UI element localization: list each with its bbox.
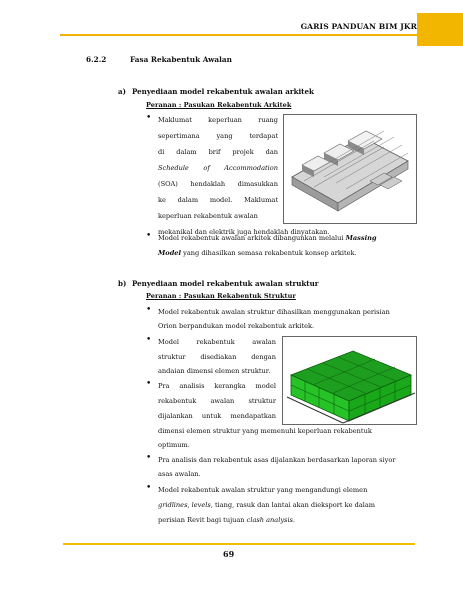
text-run-emphasis: clash analysis. bbox=[246, 516, 296, 524]
section-title bbox=[86, 55, 232, 64]
text-line bbox=[158, 353, 276, 361]
word: dalam bbox=[177, 196, 199, 204]
word: dijalankan bbox=[158, 412, 193, 420]
text-line bbox=[158, 338, 276, 346]
text-run: Model rekabentuk awalan arkitek dibangunkan melalui bbox=[158, 234, 344, 242]
word: yang bbox=[216, 132, 233, 140]
massing-model-illustration bbox=[284, 115, 416, 223]
architect-massing-model-image bbox=[283, 114, 417, 224]
word: untuk bbox=[201, 412, 222, 420]
word: Maklumat bbox=[158, 116, 192, 124]
text-line bbox=[158, 234, 377, 242]
word: sepertimana bbox=[158, 132, 200, 140]
text-line: Model rekabentuk awalan struktur dihasilkan menggunakan perisian bbox=[158, 308, 390, 316]
text-line: Orion berpandukan model rekabentuk arkitek. bbox=[158, 322, 315, 330]
word: kerangka bbox=[214, 382, 246, 390]
text-line: keperluan rekabentuk awalan bbox=[158, 212, 258, 220]
text-run-emphasis: Model bbox=[158, 249, 182, 257]
bullet-icon: • bbox=[146, 483, 152, 493]
bullet-icon: • bbox=[146, 335, 152, 345]
section-number: 6.2.2 bbox=[86, 55, 107, 64]
text-line bbox=[158, 501, 375, 509]
word: ke bbox=[158, 196, 166, 204]
word: Model bbox=[158, 338, 179, 346]
word: dengan bbox=[251, 353, 276, 361]
text-line bbox=[158, 397, 276, 405]
text-line bbox=[158, 412, 276, 420]
word: analisis bbox=[179, 382, 205, 390]
word: dimasukkan bbox=[237, 180, 278, 188]
header-rule bbox=[60, 34, 417, 36]
text-line: Pra analisis dan rekabentuk asas dijalankan berdasarkan laporan siyor bbox=[158, 456, 396, 464]
word: brif bbox=[208, 148, 221, 156]
text-run: yang dihasilkan semasa rekabentuk konsep arkitek. bbox=[183, 249, 357, 257]
subsection-b-letter: b) bbox=[118, 279, 127, 288]
text-line bbox=[158, 516, 295, 524]
subsection-a-letter: a) bbox=[118, 87, 126, 96]
text-run: tiang, rasuk dan lantai akan dieksport ke dalam bbox=[214, 501, 376, 509]
section-name: Fasa Rekabentuk Awalan bbox=[130, 55, 232, 64]
footer-rule bbox=[63, 543, 415, 545]
bullet-icon: • bbox=[146, 305, 152, 315]
text-run-emphasis: gridlines, levels, bbox=[158, 501, 213, 509]
word: awalan bbox=[210, 397, 235, 405]
text-line bbox=[158, 196, 278, 204]
word: struktur bbox=[158, 353, 186, 361]
structural-model-image bbox=[282, 336, 417, 425]
word: terdapat bbox=[249, 132, 278, 140]
word: rekabentuk bbox=[158, 397, 197, 405]
text-line: mekanikal dan elektrik juga hendaklah dinyatakan. bbox=[158, 228, 330, 236]
word: dalam bbox=[176, 148, 197, 156]
word: model. bbox=[209, 196, 233, 204]
word: disediakan bbox=[200, 353, 237, 361]
word: struktur bbox=[248, 397, 276, 405]
bullet-icon: • bbox=[146, 231, 152, 241]
word: (SOA) bbox=[158, 180, 178, 188]
word: Pra bbox=[158, 382, 170, 390]
bullet-icon: • bbox=[146, 453, 152, 463]
word: hendaklah bbox=[190, 180, 226, 188]
bullet-icon: • bbox=[146, 379, 152, 389]
subsection-a-role: Peranan : Pasukan Rekabentuk Arkitek bbox=[146, 101, 292, 109]
text-line: Model rekabentuk awalan struktur yang mengandungi elemen bbox=[158, 486, 368, 494]
structural-frame-illustration bbox=[283, 337, 416, 424]
text-line bbox=[158, 164, 278, 172]
word: Schedule bbox=[158, 164, 189, 172]
word: di bbox=[158, 148, 165, 156]
text-line: andaian dimensi elemen struktur. bbox=[158, 367, 271, 375]
bullet-icon: • bbox=[146, 113, 152, 123]
word: ruang bbox=[258, 116, 278, 124]
header-title: GARIS PANDUAN BIM JKR bbox=[300, 22, 417, 31]
text-line bbox=[158, 132, 278, 140]
word: rekabentuk bbox=[196, 338, 235, 346]
subsection-b-role: Peranan : Pasukan Rekabentuk Struktur bbox=[146, 292, 296, 300]
text-line bbox=[158, 382, 276, 390]
header-accent-block bbox=[417, 13, 463, 46]
subsection-a-title: Penyediaan model rekabentuk awalan arkitek bbox=[132, 87, 314, 96]
text-line bbox=[158, 148, 278, 156]
subsection-b-heading bbox=[118, 279, 319, 288]
text-run-emphasis: Massing bbox=[345, 234, 377, 242]
word: model bbox=[255, 382, 276, 390]
text-line: dimensi elemen struktur yang memenuhi keperluan rekabentuk bbox=[158, 427, 372, 435]
word: of bbox=[203, 164, 210, 172]
word: Accommodation bbox=[224, 164, 278, 172]
word: keperluan bbox=[208, 116, 242, 124]
subsection-a-heading bbox=[118, 87, 314, 96]
text-line bbox=[158, 116, 278, 124]
text-run: perisian Revit bagi tujuan bbox=[158, 516, 245, 524]
text-line bbox=[158, 180, 278, 188]
text-line: asas awalan. bbox=[158, 470, 201, 478]
text-line: optimum. bbox=[158, 441, 190, 449]
word: awalan bbox=[252, 338, 276, 346]
page-number: 69 bbox=[223, 549, 235, 559]
text-line bbox=[158, 249, 357, 257]
word: Maklumat bbox=[244, 196, 278, 204]
word: mendapatkan bbox=[230, 412, 276, 420]
word: dan bbox=[265, 148, 278, 156]
word: projek bbox=[232, 148, 254, 156]
subsection-b-title: Penyediaan model rekabentuk awalan struktur bbox=[132, 279, 319, 288]
